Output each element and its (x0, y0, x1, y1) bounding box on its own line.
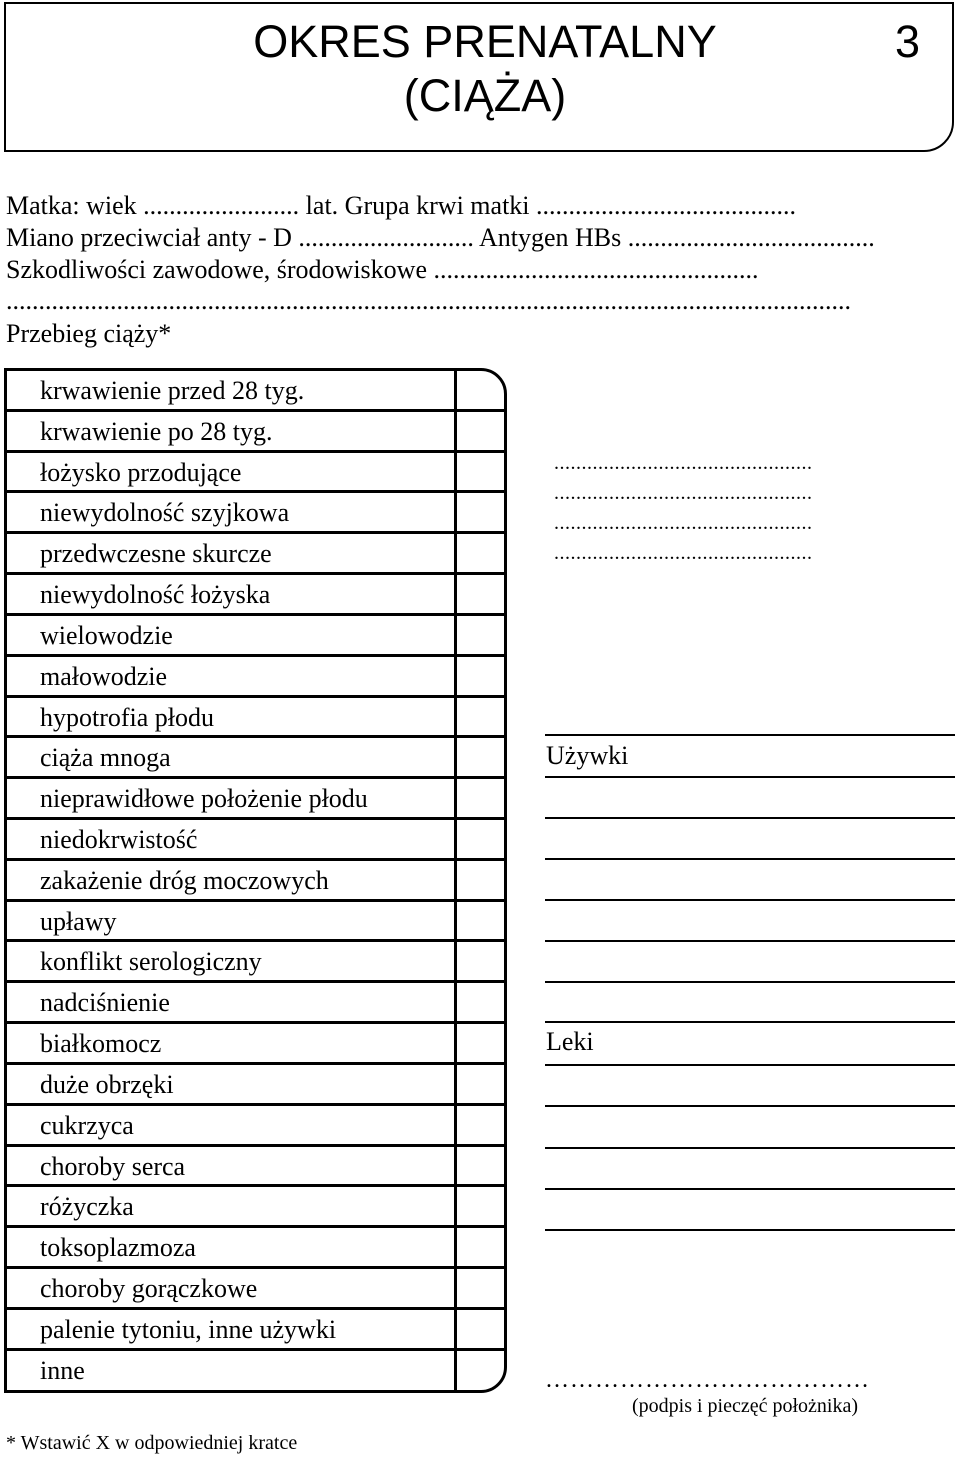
condition-checkbox[interactable] (457, 412, 504, 453)
condition-checkbox[interactable] (457, 575, 504, 616)
leki-write-line[interactable] (545, 1147, 955, 1149)
uzywki-write-line[interactable] (545, 776, 955, 778)
leki-write-line[interactable] (545, 1188, 955, 1190)
condition-row (7, 534, 454, 575)
condition-checkbox[interactable] (457, 1228, 504, 1269)
condition-row (7, 779, 454, 820)
condition-checkbox[interactable] (457, 1147, 504, 1188)
condition-label: inne (40, 1355, 85, 1385)
condition-row (7, 453, 454, 494)
condition-row (7, 738, 454, 779)
condition-checkbox[interactable] (457, 1269, 504, 1310)
condition-label: konflikt serologiczny (40, 947, 262, 977)
condition-label: ciąża mnoga (40, 743, 171, 773)
condition-label: choroby serca (40, 1151, 186, 1181)
condition-checkbox[interactable] (457, 820, 504, 861)
condition-label: niewydolność łożyska (40, 580, 271, 610)
condition-checkbox[interactable] (457, 657, 504, 698)
condition-checkbox[interactable] (457, 983, 504, 1024)
leki-write-line[interactable] (545, 1105, 955, 1107)
condition-row (7, 942, 454, 983)
condition-label: hypotrofia płodu (40, 702, 215, 732)
uzywki-write-line[interactable] (545, 899, 955, 901)
uzywki-label: Używki (546, 741, 629, 770)
condition-label: wielowodzie (40, 620, 173, 650)
condition-label: krwawienie po 28 tyg. (40, 416, 273, 446)
signature-caption: (podpis i pieczęć położnika) (631, 1395, 859, 1417)
signature-line[interactable]: ………………………………… (545, 1367, 870, 1393)
condition-row (7, 412, 454, 453)
condition-checkbox[interactable] (457, 453, 504, 494)
mother-age-blood-group-field[interactable]: Matka: wiek ........................ lat. Grupa krwi matki ........................................ (6, 191, 797, 220)
leki-write-line[interactable] (545, 1229, 955, 1231)
condition-row (7, 1310, 454, 1351)
condition-row (7, 493, 454, 534)
condition-checkbox[interactable] (457, 902, 504, 943)
condition-label: choroby gorączkowe (40, 1274, 258, 1304)
condition-label: cukrzyca (40, 1110, 134, 1140)
condition-row (7, 1269, 454, 1310)
leki-top-rule (545, 1021, 955, 1023)
condition-checkbox[interactable] (457, 861, 504, 902)
notes-dotted-field[interactable]: ............................................... (554, 542, 813, 564)
condition-label: nadciśnienie (40, 988, 170, 1018)
condition-checkbox[interactable] (457, 1310, 504, 1351)
condition-checkbox[interactable] (457, 698, 504, 739)
condition-row (7, 657, 454, 698)
condition-label: przedwczesne skurcze (40, 539, 272, 569)
uzywki-write-line[interactable] (545, 858, 955, 860)
condition-checkbox[interactable] (457, 493, 504, 534)
page-title: OKRES PRENATALNY (253, 16, 717, 67)
notes-dotted-field[interactable]: ............................................... (554, 452, 813, 474)
condition-label: niewydolność szyjkowa (40, 498, 290, 528)
condition-label: upławy (40, 906, 117, 936)
uzywki-write-line[interactable] (545, 981, 955, 983)
condition-label: toksoplazmoza (40, 1233, 196, 1263)
pregnancy-course-label: Przebieg ciąży* (6, 319, 172, 348)
condition-row (7, 902, 454, 943)
footnote: * Wstawić X w odpowiedniej kratce (6, 1432, 298, 1454)
condition-row (7, 983, 454, 1024)
condition-checkbox[interactable] (457, 1351, 504, 1392)
condition-label: krwawienie przed 28 tyg. (40, 376, 305, 405)
condition-checkbox[interactable] (457, 1106, 504, 1147)
condition-row (7, 1065, 454, 1106)
occupational-hazards-field[interactable]: Szkodliwości zawodowe, środowiskowe .................................................. (6, 255, 759, 284)
condition-checkbox[interactable] (457, 1187, 504, 1228)
condition-checkbox[interactable] (457, 616, 504, 657)
condition-row (7, 1351, 454, 1392)
condition-label: duże obrzęki (40, 1069, 174, 1099)
condition-row (7, 1106, 454, 1147)
leki-label: Leki (546, 1027, 594, 1056)
condition-label: białkomocz (40, 1029, 162, 1059)
condition-row (7, 861, 454, 902)
uzywki-top-rule (545, 734, 955, 736)
condition-checkbox[interactable] (457, 779, 504, 820)
page-number: 3 (894, 16, 920, 67)
condition-row (7, 371, 454, 412)
condition-row (7, 1024, 454, 1065)
occupational-hazards-continuation-field[interactable]: .................................................................................................................................. (6, 286, 851, 315)
condition-row (7, 1228, 454, 1269)
condition-row (7, 575, 454, 616)
uzywki-write-line[interactable] (545, 940, 955, 942)
leki-write-line[interactable] (545, 1064, 955, 1066)
condition-row (7, 820, 454, 861)
condition-row (7, 1147, 454, 1188)
condition-checkbox[interactable] (457, 942, 504, 983)
condition-label: palenie tytoniu, inne używki (40, 1314, 337, 1344)
uzywki-write-line[interactable] (545, 817, 955, 819)
condition-checkbox[interactable] (457, 534, 504, 575)
condition-checkbox[interactable] (457, 371, 504, 412)
condition-checkbox[interactable] (457, 1024, 504, 1065)
antibody-titer-hbs-field[interactable]: Miano przeciwciał anty - D ........................... Antygen HBs ...................................... (6, 223, 875, 252)
condition-checkbox[interactable] (457, 1065, 504, 1106)
notes-dotted-field[interactable]: ............................................... (554, 512, 813, 534)
condition-label: niedokrwistość (40, 825, 198, 855)
condition-row (7, 698, 454, 739)
notes-dotted-field[interactable]: ............................................... (554, 482, 813, 504)
condition-label: małowodzie (40, 661, 168, 691)
condition-row (7, 1187, 454, 1228)
condition-label: zakażenie dróg moczowych (40, 865, 329, 895)
condition-label: nieprawidłowe położenie płodu (40, 784, 368, 814)
condition-row (7, 616, 454, 657)
page-subtitle: (CIĄŻA) (403, 70, 567, 121)
condition-label: łożysko przodujące (40, 457, 242, 487)
condition-checkbox[interactable] (457, 738, 504, 779)
condition-label: różyczka (40, 1192, 134, 1222)
pregnancy-conditions-table (4, 368, 507, 1393)
